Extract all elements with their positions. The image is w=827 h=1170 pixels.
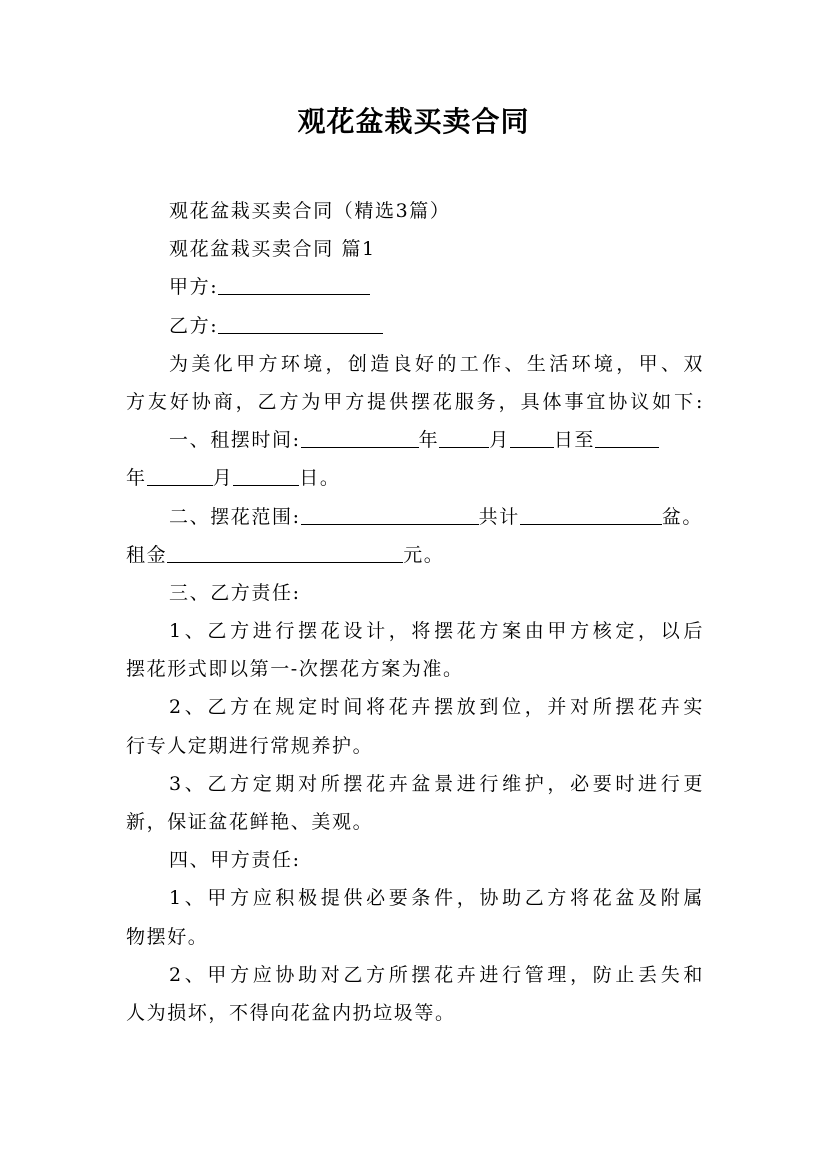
item1-end-year-label: 年	[126, 467, 147, 490]
s3-2-line-1	[126, 688, 704, 726]
subtitle: 观花盆栽买卖合同（精选3篇）	[169, 200, 451, 222]
item1-end-month-blank	[147, 484, 213, 486]
s3-3-line-1	[126, 765, 704, 803]
section4-heading-line	[126, 841, 704, 879]
s4-2-line-1	[126, 956, 704, 994]
party-b-line	[126, 307, 704, 345]
intro-line-2	[126, 383, 704, 421]
party-b-label: 乙方:	[169, 314, 219, 337]
item2-prefix: 二、摆花范围:	[169, 505, 301, 528]
item1-end-year-blank	[595, 446, 659, 448]
s3-1-text-2: 摆花形式即以第一-次摆花方案为准。	[126, 658, 464, 681]
s4-1-line-2	[126, 918, 704, 956]
item1-prefix: 一、租摆时间:	[169, 429, 301, 452]
s3-2-text-1: 2、乙方在规定时间将花卉摆放到位，并对所摆花卉实	[169, 696, 704, 719]
s4-1-line-1	[126, 879, 704, 917]
item1-day-to-label: 日至	[553, 429, 596, 452]
item1-start-day-blank	[510, 446, 554, 448]
party-b-blank	[218, 332, 383, 334]
item2-rent-blank	[167, 561, 403, 563]
item2-pots-blank	[520, 523, 662, 525]
item1-year-label: 年	[418, 429, 440, 452]
party-a-label: 甲方:	[169, 276, 219, 299]
s3-3-text-2: 新，保证盆花鲜艳、美观。	[126, 811, 374, 833]
s3-1-line-2	[126, 650, 704, 688]
section-heading-line	[126, 230, 704, 268]
item2-total-label: 共计	[478, 505, 520, 528]
item1-line-2	[126, 459, 704, 497]
s3-2-text-2: 行专人定期进行常规养护。	[126, 734, 374, 757]
item2-rent-label: 租金	[126, 543, 168, 566]
s3-3-text-1: 3、乙方定期对所摆花卉盆景进行维护，必要时进行更	[169, 772, 704, 795]
item1-line-1	[126, 421, 704, 459]
item1-end-day-blank	[233, 484, 299, 486]
s4-1-text-1: 1、甲方应积极提供必要条件，协助乙方将花盆及附属	[169, 887, 704, 910]
intro-text-1: 为美化甲方环境，创造良好的工作、生活环境，甲、双	[169, 352, 704, 375]
item2-yuan-label: 元。	[403, 543, 445, 566]
s3-1-text-1: 1、乙方进行摆花设计，将摆花方案由甲方核定，以后	[169, 620, 704, 643]
item1-end-day-label: 日。	[299, 467, 341, 490]
subtitle-line	[126, 192, 704, 230]
item2-pots-label: 盆。	[661, 505, 704, 528]
section4-heading: 四、甲方责任:	[169, 849, 301, 872]
intro-text-2: 方友好协商，乙方为甲方提供摆花服务，具体事宜协议如下:	[126, 390, 704, 413]
item1-start-year-blank	[301, 446, 419, 448]
s4-2-line-2	[126, 994, 704, 1032]
document-title: 观花盆栽买卖合同	[297, 105, 530, 138]
item2-line-2	[126, 536, 704, 574]
party-a-blank	[218, 293, 370, 295]
item1-end-month-label: 月	[212, 467, 234, 490]
s3-1-line-1	[126, 612, 704, 650]
section3-heading: 三、乙方责任:	[169, 581, 301, 604]
intro-line-1	[126, 345, 704, 383]
s4-2-text-1: 2、甲方应协助对乙方所摆花卉进行管理，防止丢失和	[169, 963, 704, 986]
s4-2-text-2: 人为损坏，不得向花盆内扔垃圾等。	[126, 1001, 456, 1024]
item2-line-1	[126, 498, 704, 536]
s3-3-line-2	[126, 803, 704, 841]
section3-heading-line	[126, 574, 704, 612]
s4-1-text-2: 物摆好。	[126, 925, 209, 948]
item1-start-month-blank	[439, 446, 489, 448]
document-body	[126, 192, 704, 1032]
party-a-line	[126, 268, 704, 306]
section-heading: 观花盆栽买卖合同 篇1	[169, 238, 376, 261]
item2-range-blank	[301, 523, 479, 525]
s3-2-line-2	[126, 727, 704, 765]
item1-month-label: 月	[489, 429, 510, 452]
